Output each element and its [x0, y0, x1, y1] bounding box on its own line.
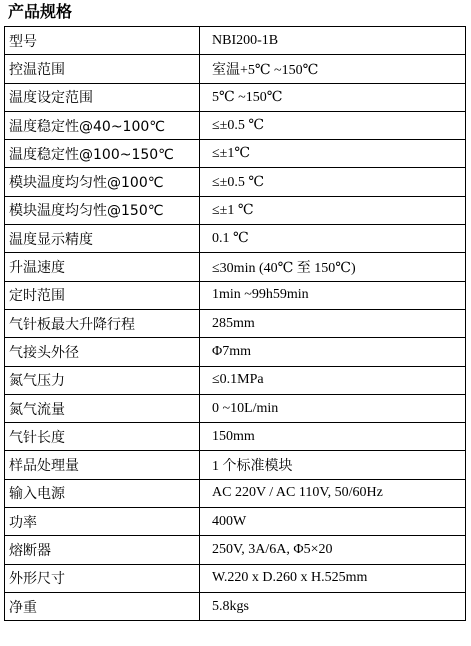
spec-label: 气针板最大升降行程 [5, 309, 200, 337]
spec-label: 功率 [5, 508, 200, 536]
table-row [5, 281, 466, 309]
table-row [5, 423, 466, 451]
spec-label: 氮气流量 [5, 394, 200, 422]
table-row [5, 564, 466, 592]
spec-label: 气针长度 [5, 423, 200, 451]
spec-label: 型号 [5, 27, 200, 55]
table-row [5, 111, 466, 139]
table-row [5, 55, 466, 83]
spec-label: 温度显示精度 [5, 225, 200, 253]
table-row [5, 140, 466, 168]
spec-table-body [5, 27, 466, 621]
spec-value: ≤0.1MPa [200, 366, 466, 394]
spec-value: Φ7mm [200, 338, 466, 366]
spec-label: 氮气压力 [5, 366, 200, 394]
spec-value: 5℃ ~150℃ [200, 83, 466, 111]
spec-label: 定时范围 [5, 281, 200, 309]
spec-value: 150mm [200, 423, 466, 451]
table-row [5, 366, 466, 394]
table-row [5, 83, 466, 111]
spec-value: ≤±0.5 ℃ [200, 111, 466, 139]
table-row [5, 27, 466, 55]
spec-label: 净重 [5, 592, 200, 620]
table-row [5, 479, 466, 507]
spec-label: 输入电源 [5, 479, 200, 507]
spec-value: 0 ~10L/min [200, 394, 466, 422]
spec-value: 400W [200, 508, 466, 536]
table-row [5, 592, 466, 620]
spec-value: 室温+5℃ ~150℃ [200, 55, 466, 83]
spec-table [4, 26, 466, 621]
spec-label: 模块温度均匀性@100℃ [5, 168, 200, 196]
spec-label: 温度稳定性@40~100℃ [5, 111, 200, 139]
table-row [5, 309, 466, 337]
spec-label: 样品处理量 [5, 451, 200, 479]
table-row [5, 196, 466, 224]
spec-label: 模块温度均匀性@150℃ [5, 196, 200, 224]
spec-value: 1min ~99h59min [200, 281, 466, 309]
spec-label: 外形尺寸 [5, 564, 200, 592]
table-row [5, 253, 466, 281]
spec-label: 熔断器 [5, 536, 200, 564]
spec-value: ≤±0.5 ℃ [200, 168, 466, 196]
spec-label: 气接头外径 [5, 338, 200, 366]
spec-value: W.220 x D.260 x H.525mm [200, 564, 466, 592]
spec-value: 250V, 3A/6A, Φ5×20 [200, 536, 466, 564]
table-row [5, 168, 466, 196]
spec-value: NBI200-1B [200, 27, 466, 55]
spec-value: AC 220V / AC 110V, 50/60Hz [200, 479, 466, 507]
spec-value: 5.8kgs [200, 592, 466, 620]
table-row [5, 508, 466, 536]
spec-value: ≤±1℃ [200, 140, 466, 168]
spec-label: 升温速度 [5, 253, 200, 281]
spec-value: ≤30min (40℃ 至 150℃) [200, 253, 466, 281]
spec-label: 控温范围 [5, 55, 200, 83]
spec-value: 1 个标准模块 [200, 451, 466, 479]
spec-label: 温度稳定性@100~150℃ [5, 140, 200, 168]
table-row [5, 225, 466, 253]
spec-value: ≤±1 ℃ [200, 196, 466, 224]
table-row [5, 338, 466, 366]
page-title: 产品规格 [8, 2, 73, 21]
spec-value: 0.1 ℃ [200, 225, 466, 253]
table-row [5, 451, 466, 479]
table-row [5, 394, 466, 422]
spec-value: 285mm [200, 309, 466, 337]
spec-label: 温度设定范围 [5, 83, 200, 111]
table-row [5, 536, 466, 564]
